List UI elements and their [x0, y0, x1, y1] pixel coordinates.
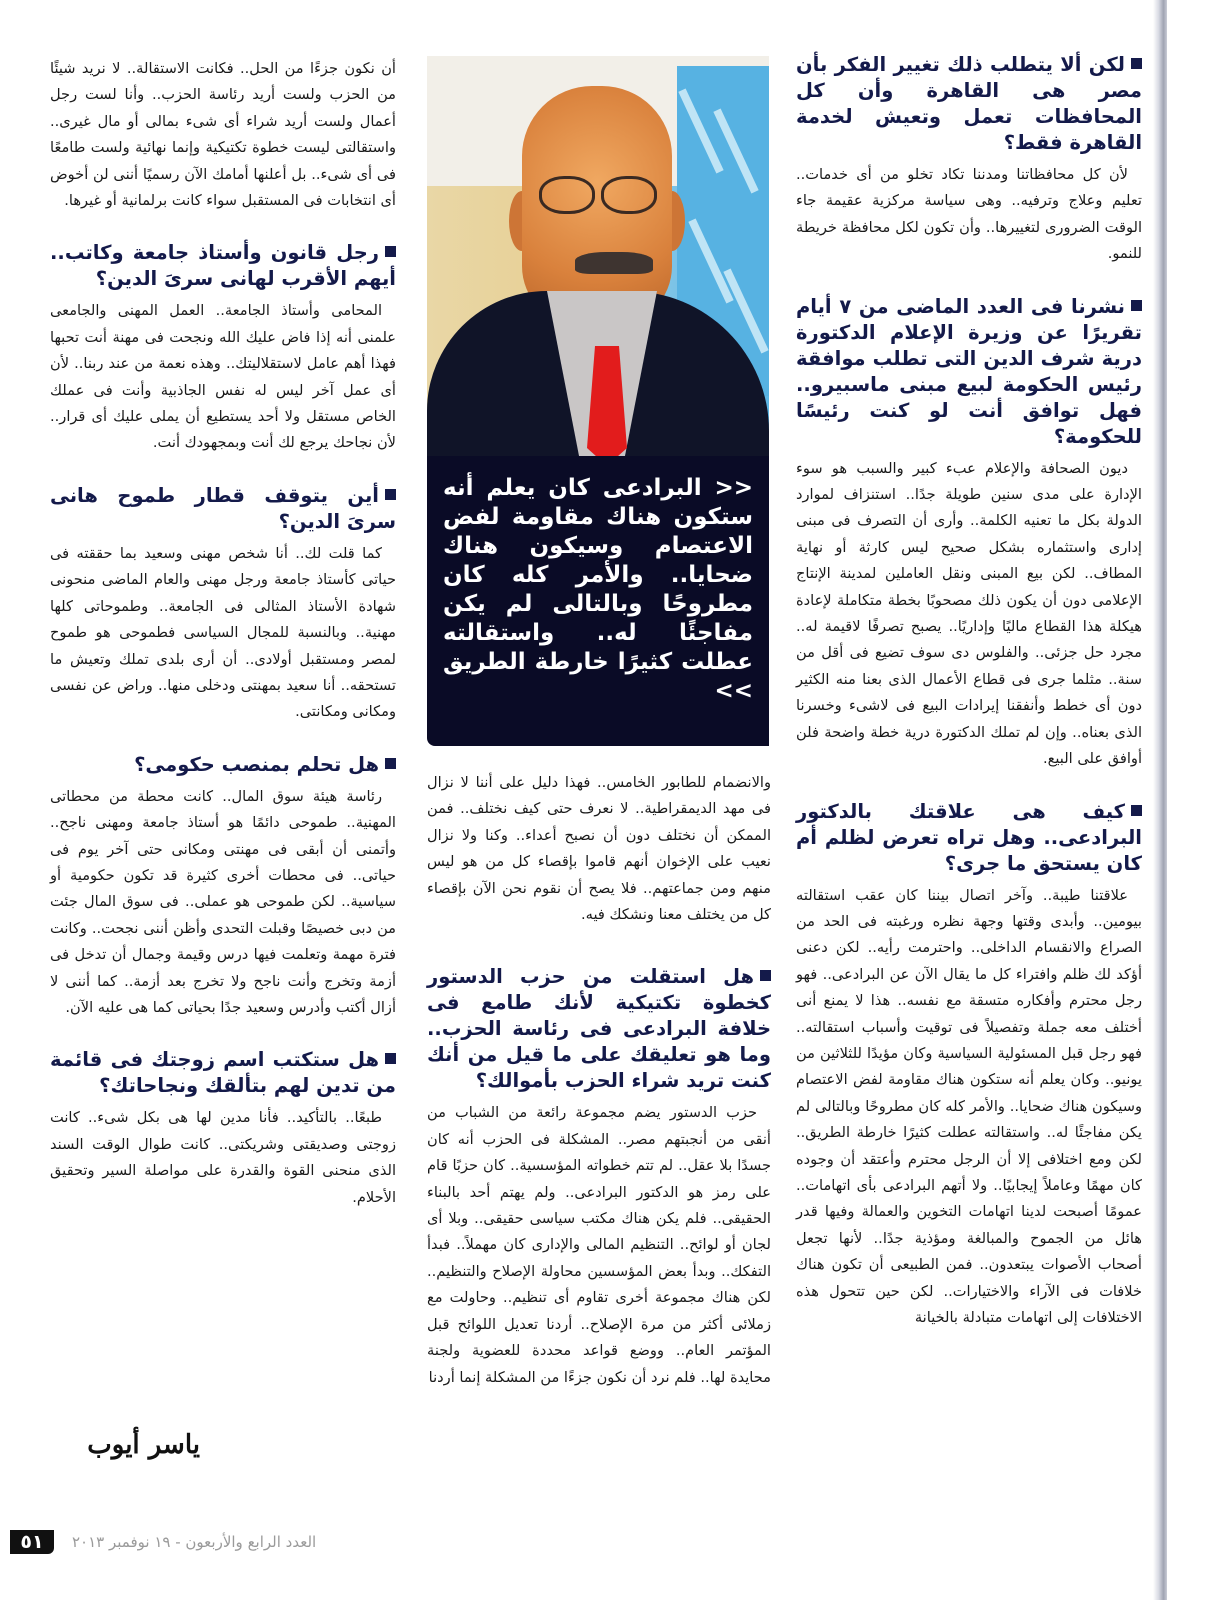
square-bullet-icon [385, 489, 396, 500]
question-text: كيف هى علاقتك بالدكتور البرادعى.. وهل تراه تعرض لظلم أم كان يستحق ما جرى؟ [796, 799, 1142, 875]
answer-paragraph: كما قلت لك.. أنا شخص مهنى وسعيد بما حققته فى حياتى كأستاذ جامعة ورجل مهنى والعام الماضى منحونى شهادة الأستاذ المثالى فى الجامعة.. وطموحاتى كلها مهنية.. وبالنسبة للمجال السياسى فطموحى هو طموح لمصر ومستقبل أولادى.. أن أرى بلدى تملك وتعيش ما تستحقه.. أنا سعيد بمهنتى ودخلى منها.. وراض عن نفسى ومكانى ومكانتى. [50, 544, 396, 721]
qa-block [50, 56, 396, 214]
question-text: هل ستكتب اسم زوجتك فى قائمة من تدين لهم بتألقك ونجاحاتك؟ [50, 1048, 396, 1098]
question-text: أين يتوقف قطار طموح هانى سرىَ الدين؟ [50, 483, 396, 533]
qa-block [796, 52, 1142, 268]
question-heading [796, 52, 1142, 156]
qa-block [796, 294, 1142, 773]
question-heading [796, 294, 1142, 450]
answer-paragraph-continued: أن نكون جزءًا من الحل.. فكانت الاستقالة.. لا نريد شيئًا من الحزب ولست أريد رئاسة الحزب.. وأنا لست رجل أعمال ولست أريد شراء أى شىء بمالى أو مال غيرى.. واستقالتى ليست خطوة تكتيكية وإنما نهائية ولست طامعًا فى أى شىء.. بل أعلنها أمامك الآن رسميًا أننى لن أخوض أى انتخابات فى المستقبل سواء كانت برلمانية أو غيرها. [50, 60, 396, 210]
question-text: لكن ألا يتطلب ذلك تغيير الفكر بأن مصر هى القاهرة وأن كل المحافظات تعمل وتعيش لخدمة القاهرة فقط؟ [796, 53, 1142, 154]
qa-block [50, 752, 396, 1022]
question-heading [50, 483, 396, 535]
page-footer [10, 1530, 316, 1554]
qa-block [427, 964, 771, 1390]
quote-close-chevrons-icon: >> [714, 678, 753, 704]
pull-quote-text [427, 456, 769, 706]
question-text: هل تحلم بمنصب حكومى؟ [134, 752, 379, 776]
answer-paragraph: طبعًا.. بالتأكيد.. فأنا مدين لها هى بكل شىء.. كانت زوجتى وصديقتى وشريكتى.. كانت طوال الوقت السند الذى منحنى القوة والقدرة على مواصلة السير وتحقيق الأحلام. [50, 1109, 396, 1206]
portrait-glasses [539, 176, 659, 212]
square-bullet-icon [760, 970, 771, 981]
qa-block [50, 483, 396, 726]
question-text: نشرنا فى العدد الماضى من ٧ أيام تقريرًا عن وزيرة الإعلام الدكتورة درية شرف الدين التى تطلب موافقة رئيس الحكومة لبيع مبنى ماسبيرو.. فهل توافق أنت لو كنت رئيسًا للحكومة؟ [796, 294, 1142, 448]
square-bullet-icon [385, 1053, 396, 1064]
qa-block [50, 1047, 396, 1211]
page-spine-shadow [1153, 0, 1167, 1600]
answer-paragraph: المحامى وأستاذ الجامعة.. العمل المهنى والجامعى علمنى أنه إذا فاض عليك الله ونجحت فى مهنة أنت تحبها فهذا أهم عامل لاستقلاليتك.. وهذه نعمة من عند ربنا.. لأن أى عمل آخر ليس له نفس الجاذبية وأنت فى عملك الخاص مستقل ولا أحد يستطيع أن يملى عليك أى قرار.. لأن نجاحك يرجع لك أنت وبمجهودك أنت. [50, 302, 396, 452]
answer-paragraph: علاقتنا طيبة.. وآخر اتصال بيننا كان عقب استقالته بيومين.. وأبدى وقتها وجهة نظره ورغبته فى الحد من الصراع والانقسام الداخلى.. واحترمت رأيه.. لكن دعنى أؤكد لك ظلم وافتراء كل ما يقال الآن عن البرادعى.. فهو رجل محترم وأفكاره متسقة مع نفسه.. هذا لا يمنع أنى أختلف معه جملة وتفصيلاً فى توقيت وأسباب استقالته.. فهو رجل قبل المسئولية السياسية وكان مؤيدًا للثلاثين من يونيو.. وكان يعلم أنه ستكون هناك مقاومة لفض الاعتصام وسيكون هناك ضحايا.. والأمر كله كان مطروحًا وبالتالى لم يكن مفاجئًا له.. واستقالته عطلت كثيرًا خارطة الطريق.. لكن ومع اختلافى إلا أن الرجل محترم وأعتقد أن وجوده كان مهمًا وعاملاً إيجابيًا.. ولا أتهم البرادعى بأى اتهامات.. عمومًا أصبحت لدينا اتهامات التخوين والعمالة وفيها قدر هائل من الجموح والمبالغة ومؤذية جدًا.. لأنها تجعل أصحاب الأصوات يبتعدون.. فمن الطبيعى أن تكون هناك خلافات فى الآراء والاختيارات.. لكن حين تتحول هذه الاختلافات إلى اتهامات متبادلة بالخيانة [796, 886, 1142, 1326]
qa-block [50, 240, 396, 456]
answer-paragraph: لأن كل محافظاتنا ومدننا تكاد تخلو من أى خدمات.. تعليم وعلاج وترفيه.. وهى سياسة مركزية عقيمة جاء الوقت الضرورى لتغييرها.. وأن تكون لكل محافظة خريطة للنمو. [796, 166, 1142, 263]
square-bullet-icon [1131, 300, 1142, 311]
question-heading [796, 799, 1142, 877]
square-bullet-icon [385, 246, 396, 257]
question-heading [427, 964, 771, 1094]
qa-block [796, 799, 1142, 1332]
question-text: هل استقلت من حزب الدستور كخطوة تكتيكية لأنك طامع فى خلافة البرادعى فى رئاسة الحزب.. وما هو تعليقك على ما قيل من أنك كنت تريد شراء الحزب بأموالك؟ [427, 965, 771, 1093]
pull-quote-body: البرادعى كان يعلم أنه ستكون هناك مقاومة لفض الاعتصام وسيكون هناك ضحايا.. والأمر كله كان مطروحًا وبالتالى لم يكن مفاجئًا له.. واستقالته عطلت كثيرًا خارطة الطريق [443, 475, 753, 675]
question-text: رجل قانون وأستاذ جامعة وكاتب.. أيهم الأقرب لهانى سرىَ الدين؟ [50, 241, 396, 291]
qa-block [427, 770, 771, 928]
portrait-mustache [575, 252, 653, 274]
issue-date-line: العدد الرابع والأربعون - ١٩ نوفمبر ٢٠١٣ [72, 1533, 317, 1551]
author-signature: ياسر أيوب [87, 1430, 200, 1460]
answer-paragraph-continued: والانضمام للطابور الخامس.. فهذا دليل على أننا لا نزال فى مهد الديمقراطية.. لا نعرف حتى كيف نختلف.. فمن الممكن أن نختلف دون أن نصبح أعداء.. وكنا ولا نزال نعيب على الإخوان أنهم قاموا بإقصاء كل من هو ليس منهم ومن جماعتهم.. فلا يصح أن نقوم نحن الآن بإقصاء كل من يختلف معنا ونشكك فيه. [427, 774, 771, 924]
answer-paragraph: ديون الصحافة والإعلام عبء كبير والسبب هو سوء الإدارة على مدى سنين طويلة جدًا.. استنزاف لموارد الدولة بكل ما تعنيه الكلمة.. وأرى أن التصرف فى مبنى إدارى واستثماره بشكل صحيح ليس كارثة أو نهاية المطاف.. لكن بيع المبنى ونقل العاملين لمدينة الإنتاج الإعلامى دون أن يكون ذلك مصحوبًا بخطة متكاملة لإعادة هيكلة هذا القطاع ماليًا وإداريًا.. يصبح تصرفًا لاقيمة له.. مجرد حل جزئى.. والفلوس دى سوف تضيع فى أقل من سنة.. مثلما جرى فى قطاع الأعمال الذى بعنا منه الكثير دون أى خطط وأنفقنا إيرادات البيع فى لاشىء وخسرنا الذى بعناه.. وإن لم تملك الدكتورة درية خطة واضحة فلن أوافق على البيع. [796, 459, 1142, 768]
article-column-left [50, 56, 396, 1211]
question-heading [50, 1047, 396, 1099]
article-column-middle [427, 770, 771, 1391]
answer-paragraph: رئاسة هيئة سوق المال.. كانت محطة من محطاتى المهنية.. طموحى دائمًا هو أستاذ جامعة ومهنى ناجح.. وأتمنى أن أبقى فى مهنتى ومكانى حتى آخر يوم فى حياتى.. فى محطات أخرى كثيرة قد تكون حكومية أو سياسية.. لكن طموحى هو عملى.. فى سوق المال جئت من دبى خصيصًا وقبلت التحدى وأظن أننى نجحت.. وكانت فترة مهمة وتعلمت فيها درس وقيمة وجمال أن تدخل فى أزمة وتخرج وأنت ناجح ولا تخرج بعد أزمة.. كما أننى لا أزال أكتب وأدرس وسعيد جدًا بحياتى كما هى عليه الآن. [50, 787, 396, 1016]
question-heading [50, 752, 396, 778]
square-bullet-icon [1131, 805, 1142, 816]
pull-quote-box [427, 456, 769, 746]
article-column-right [796, 52, 1142, 1331]
portrait-photo [427, 56, 769, 456]
quote-open-chevrons-icon: << [714, 475, 753, 501]
square-bullet-icon [1131, 58, 1142, 69]
page-number: ٥١ [10, 1530, 54, 1554]
square-bullet-icon [385, 758, 396, 769]
answer-paragraph: حزب الدستور يضم مجموعة رائعة من الشباب من أنقى من أنجبتهم مصر.. المشكلة فى الحزب أنه كان جسدًا بلا عقل.. لم تتم خطواته المؤسسية.. كان حزبًا قام على رمز هو الدكتور البرادعى.. ولم يهتم أحد بالبناء الحقيقى.. فلم يكن هناك مكتب سياسى حقيقى.. وبلا أى لجان أو لوائح.. التنظيم المالى والإدارى كان مهملاً.. فبدأ التفكك.. وبدأ بعض المؤسسين محاولة الإصلاح والتنظيم.. لكن هناك مجموعة أخرى تقاوم أى تنظيم.. وحاولت مع زملائى أكثر من مرة الإصلاح.. أردنا تعديل اللوائح قبل المؤتمر العام.. ووضع قواعد محددة للعضوية ولجنة محايدة لها.. فلم نرد أن نكون جزءًا من المشكلة إنما أردنا [427, 1104, 771, 1386]
question-heading [50, 240, 396, 292]
